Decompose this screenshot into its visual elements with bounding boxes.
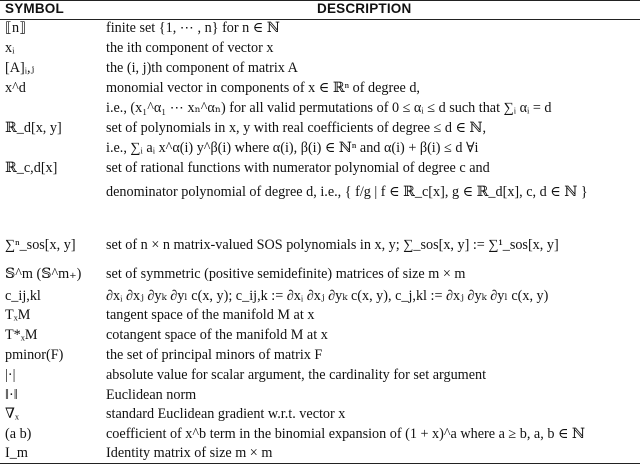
symbol-cell: ℝ_c,d[x] <box>5 160 58 176</box>
description-cell: set of symmetric (positive semidefinite) matrices of size m × m <box>106 266 466 282</box>
description-cell: tangent space of the manifold M at x <box>106 307 315 323</box>
symbol-cell: T*ₓM <box>5 327 38 343</box>
symbol-cell: ‖·‖ <box>5 387 18 403</box>
header-symbol: SYMBOL <box>5 1 64 16</box>
description-cell: Euclidean norm <box>106 387 197 403</box>
description-cell: the (i, j)th component of matrix A <box>106 60 298 76</box>
symbol-cell: c_ij,kl <box>5 288 41 304</box>
description-cell: absolute value for scalar argument, the cardinality for set argument <box>106 367 487 383</box>
description-cell: monomial vector in components of x ∈ ℝⁿ of degree d, <box>106 80 420 96</box>
symbol-cell: TₓM <box>5 307 31 323</box>
description-cell: standard Euclidean gradient w.r.t. vector x <box>106 406 346 422</box>
symbol-cell: ∑ⁿ_sos[x, y] <box>5 237 76 253</box>
symbol-cell: I_m <box>5 445 28 461</box>
description-cell: finite set {1, ⋯ , n} for n ∈ ℕ <box>106 20 280 36</box>
symbol-cell: (a b) <box>5 426 32 442</box>
description-cell: ∂xᵢ ∂xⱼ ∂yₖ ∂yₗ c(x, y); c_ij,k := ∂xᵢ ∂xⱼ ∂yₖ c(x, y), c_j,kl := ∂xⱼ ∂yₖ ∂yₗ c(x, y) <box>106 288 549 304</box>
description-cell: set of polynomials in x, y with real coefficients of degree ≤ d ∈ ℕ, <box>106 120 487 136</box>
description-cell-continued: i.e., ∑ᵢ aᵢ x^α(i) y^β(i) where α(i), β(i) ∈ ℕⁿ and α(i) + β(i) ≤ d ∀i <box>106 140 479 156</box>
symbol-cell: pminor(F) <box>5 347 64 363</box>
description-cell: set of rational functions with numerator polynomial of degree c and <box>106 160 490 176</box>
description-cell: the set of principal minors of matrix F <box>106 347 323 363</box>
description-cell-continued: i.e., (x₁^α₁ ⋯ xₙ^αₙ) for all valid permutations of 0 ≤ αᵢ ≤ d such that ∑ᵢ αᵢ = d <box>106 100 552 116</box>
description-cell: cotangent space of the manifold M at x <box>106 327 328 343</box>
symbol-cell: ⟦n⟧ <box>5 20 27 36</box>
header-rule <box>0 19 640 20</box>
symbol-cell: x^d <box>5 80 26 96</box>
description-cell: Identity matrix of size m × m <box>106 445 273 461</box>
description-cell: coefficient of x^b term in the binomial expansion of (1 + x)^a where a ≥ b, a, b ∈ ℕ <box>106 426 585 442</box>
symbol-cell: ∇ₓ <box>5 406 20 422</box>
description-cell: set of n × n matrix-valued SOS polynomials in x, y; ∑_sos[x, y] := ∑¹_sos[x, y] <box>106 237 559 253</box>
symbol-cell: xᵢ <box>5 40 15 56</box>
description-cell: the ith component of vector x <box>106 40 274 56</box>
symbol-cell: [A]ᵢ,ⱼ <box>5 60 35 76</box>
symbol-cell: |·| <box>5 367 16 383</box>
description-cell-continued: denominator polynomial of degree d, i.e., { f/g | f ∈ ℝ_c[x], g ∈ ℝ_d[x], c, d ∈ ℕ } <box>106 184 588 200</box>
symbol-cell: ℝ_d[x, y] <box>5 120 62 136</box>
symbol-cell: 𝕊^m (𝕊^m₊) <box>5 266 82 282</box>
header-description: DESCRIPTION <box>317 1 412 16</box>
